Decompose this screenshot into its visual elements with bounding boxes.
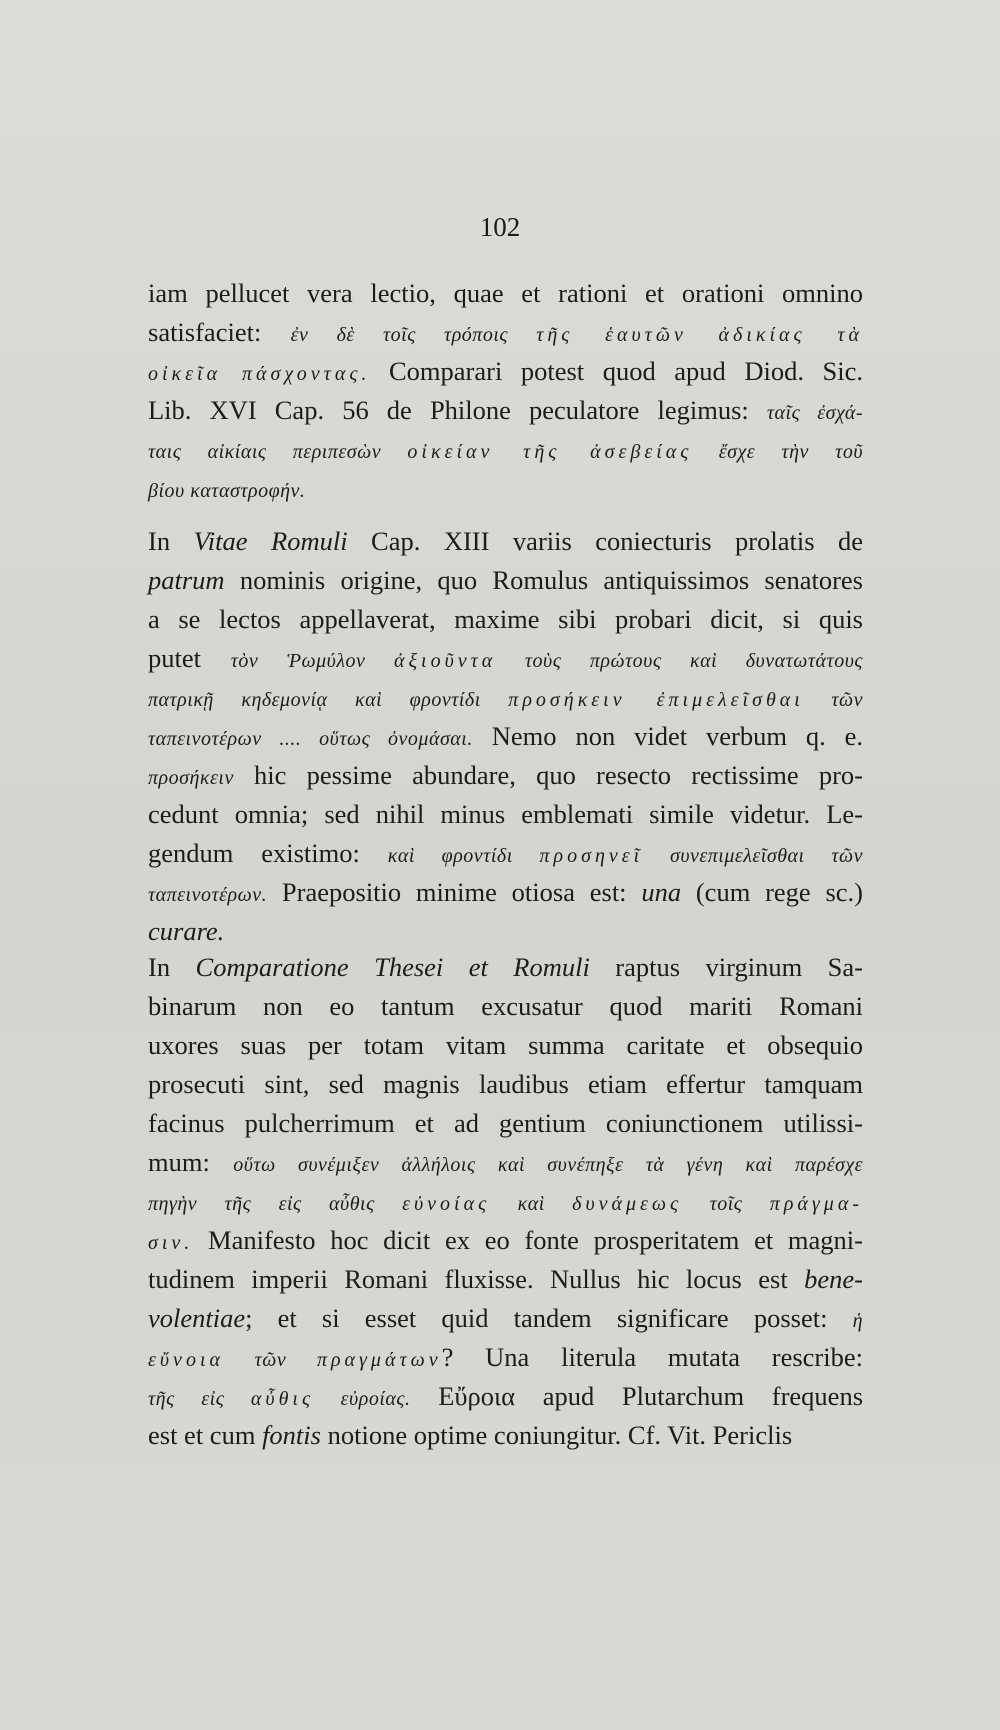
latin-text: ; et si esset quid tandem significare posset: xyxy=(245,1303,853,1333)
text-line xyxy=(148,561,863,600)
text-line xyxy=(148,1299,863,1338)
text-line xyxy=(148,987,863,1026)
greek-text: προσηνεῖ xyxy=(539,845,644,867)
latin-text: raptus virginum Sa- xyxy=(589,952,863,982)
latin-text: nominis origine, quo Romulus antiquissimos senatores xyxy=(224,565,863,595)
text-line xyxy=(148,1182,863,1221)
latin-text: Lib. XVI Cap. 56 de Philone peculatore legimus: xyxy=(148,395,767,425)
latin-text: gendum existimo: xyxy=(148,838,388,868)
paragraph-3 xyxy=(148,948,863,1455)
paragraph-1 xyxy=(148,274,863,508)
greek-text: οὕτω συνέμιξεν ἀλλήλοις καὶ συνέπηξε τὰ γένη καὶ παρέσχε xyxy=(233,1154,863,1176)
latin-text: hic pessime abundare, quo resecto rectissime pro- xyxy=(233,760,863,790)
italic-text: volentiae xyxy=(148,1303,246,1333)
page-number: 102 xyxy=(479,212,521,242)
text-line xyxy=(148,678,863,717)
text-line xyxy=(148,639,863,678)
greek-text: τῶν xyxy=(803,689,863,711)
text-line xyxy=(148,948,863,987)
latin-text: a se lectos appellaverat, maxime sibi probari dicit, si quis xyxy=(148,604,863,634)
greek-text: τῆς εἰς xyxy=(148,1388,251,1410)
text-line xyxy=(148,756,863,795)
latin-text: Praepositio minime otiosa est: xyxy=(267,877,642,907)
greek-text: οἰκεῖα πάσχοντας. xyxy=(148,363,371,385)
text-line xyxy=(148,1260,863,1299)
latin-text: notione optime coniungitur. Cf. Vit. Periclis xyxy=(320,1420,793,1450)
greek-text: εὐνοίας xyxy=(402,1193,491,1215)
latin-text: Comparari potest quod apud Diod. Sic. xyxy=(370,356,864,386)
greek-text: πραγμάτων xyxy=(316,1349,442,1371)
text-line xyxy=(148,1338,863,1377)
latin-text: Nemo non videt verbum q. e. xyxy=(472,721,863,751)
greek-text: ταῖς ἐσχά- xyxy=(766,402,863,424)
greek-text: τοῖς xyxy=(682,1193,770,1215)
text-line xyxy=(148,912,863,951)
italic-text: bene- xyxy=(804,1264,863,1294)
greek-text: ἐν δὲ τοῖς τρόποις xyxy=(290,324,537,346)
text-line xyxy=(148,717,863,756)
text-line xyxy=(148,469,863,508)
text-line xyxy=(148,1416,863,1455)
text-line xyxy=(148,1143,863,1182)
text-line xyxy=(148,430,863,469)
greek-text: τὸν Ῥωμύλον xyxy=(230,650,394,672)
italic-text: fontis xyxy=(262,1420,321,1450)
text-line xyxy=(148,873,863,912)
text-line xyxy=(148,313,863,352)
greek-text: τῶν xyxy=(224,1349,317,1371)
greek-text: καὶ xyxy=(490,1193,573,1215)
greek-text: προσήκειν ἐπιμελεῖσθαι xyxy=(508,689,804,711)
latin-text: In xyxy=(148,526,194,556)
italic-text: Vitae Romuli xyxy=(193,526,348,556)
latin-text: cedunt omnia; sed nihil minus emblemati simile videtur. Le- xyxy=(148,799,863,829)
text-line xyxy=(148,1065,863,1104)
greek-text: αὖθις xyxy=(250,1388,315,1410)
latin-text: prosecuti sint, sed magnis laudibus etiam effertur tamquam xyxy=(148,1069,863,1099)
greek-text: συνεπιμελεῖσθαι τῶν xyxy=(643,845,863,867)
latin-text: uxores suas per totam vitam summa caritate et obsequio xyxy=(148,1030,863,1060)
text-line xyxy=(148,1104,863,1143)
latin-text: tudinem imperii Romani fluxisse. Nullus hic locus est xyxy=(148,1264,805,1294)
text-line xyxy=(148,391,863,430)
latin-text: satisfaciet: xyxy=(148,317,291,347)
text-line xyxy=(148,522,863,561)
text-line xyxy=(148,834,863,873)
greek-text: τοὺς πρώτους καὶ δυνατωτάτους xyxy=(496,650,863,672)
greek-text: εὐροίας. xyxy=(314,1388,411,1410)
text-line xyxy=(148,1026,863,1065)
greek-text: πράγμα- xyxy=(769,1193,863,1215)
italic-text: patrum xyxy=(148,565,225,595)
latin-text: ? Una literula mutata rescribe: xyxy=(441,1342,863,1372)
greek-text: ἔσχε τὴν τοῦ xyxy=(692,441,863,463)
greek-text: ταπεινοτέρων .... οὕτως ὀνομάσαι. xyxy=(148,728,473,750)
greek-text: ἡ xyxy=(852,1310,863,1332)
greek-text: ταις αἰκίαις περιπεσὼν xyxy=(148,441,408,463)
text-line xyxy=(148,600,863,639)
latin-text: Εὔροια apud Plutarchum frequens xyxy=(410,1381,864,1411)
latin-text: putet xyxy=(148,643,231,673)
text-line xyxy=(148,795,863,834)
latin-text: iam pellucet vera lectio, quae et rationi et orationi omnino xyxy=(148,278,863,308)
text-line xyxy=(148,1221,863,1260)
greek-text: σιν. xyxy=(148,1232,194,1254)
greek-text: προσήκειν xyxy=(148,767,234,789)
greek-text: ταπεινοτέρων. xyxy=(148,884,268,906)
latin-text: (cum rege sc.) xyxy=(681,877,863,907)
latin-text: Cap. XIII variis coniecturis prolatis de xyxy=(347,526,864,556)
text-line xyxy=(148,1377,863,1416)
italic-text: una xyxy=(641,877,682,907)
latin-text: In xyxy=(148,952,196,982)
latin-text: est et cum xyxy=(148,1420,263,1450)
greek-text: βίου καταστροφήν. xyxy=(148,480,306,502)
italic-text: curare. xyxy=(148,916,225,946)
latin-text: Manifesto hoc dicit ex eo fonte prosperitatem et magni- xyxy=(193,1225,863,1255)
latin-text: facinus pulcherrimum et ad gentium coniunctionem utilissi- xyxy=(148,1108,863,1138)
greek-text: ἀξιοῦντα xyxy=(393,650,497,672)
greek-text: εὔνοια xyxy=(148,1349,224,1371)
greek-text: οἰκείαν τῆς ἀσεβείας xyxy=(407,441,693,463)
greek-text: πηγὴν τῆς εἰς αὖθις xyxy=(148,1193,403,1215)
latin-text: mum: xyxy=(148,1147,234,1177)
greek-text: τῆς ἑαυτῶν ἀδικίας τὰ xyxy=(536,324,864,346)
text-line xyxy=(148,274,863,313)
greek-text: καὶ φροντίδι xyxy=(387,845,540,867)
paragraph-2 xyxy=(148,522,863,951)
italic-text: Comparatione Thesei et Romuli xyxy=(195,952,590,982)
latin-text: binarum non eo tantum excusatur quod mariti Romani xyxy=(148,991,863,1021)
text-line xyxy=(148,352,863,391)
greek-text: πατρικῇ κηδεμονίᾳ καὶ φροντίδι xyxy=(148,689,509,711)
greek-text: δυνάμεως xyxy=(572,1193,683,1215)
